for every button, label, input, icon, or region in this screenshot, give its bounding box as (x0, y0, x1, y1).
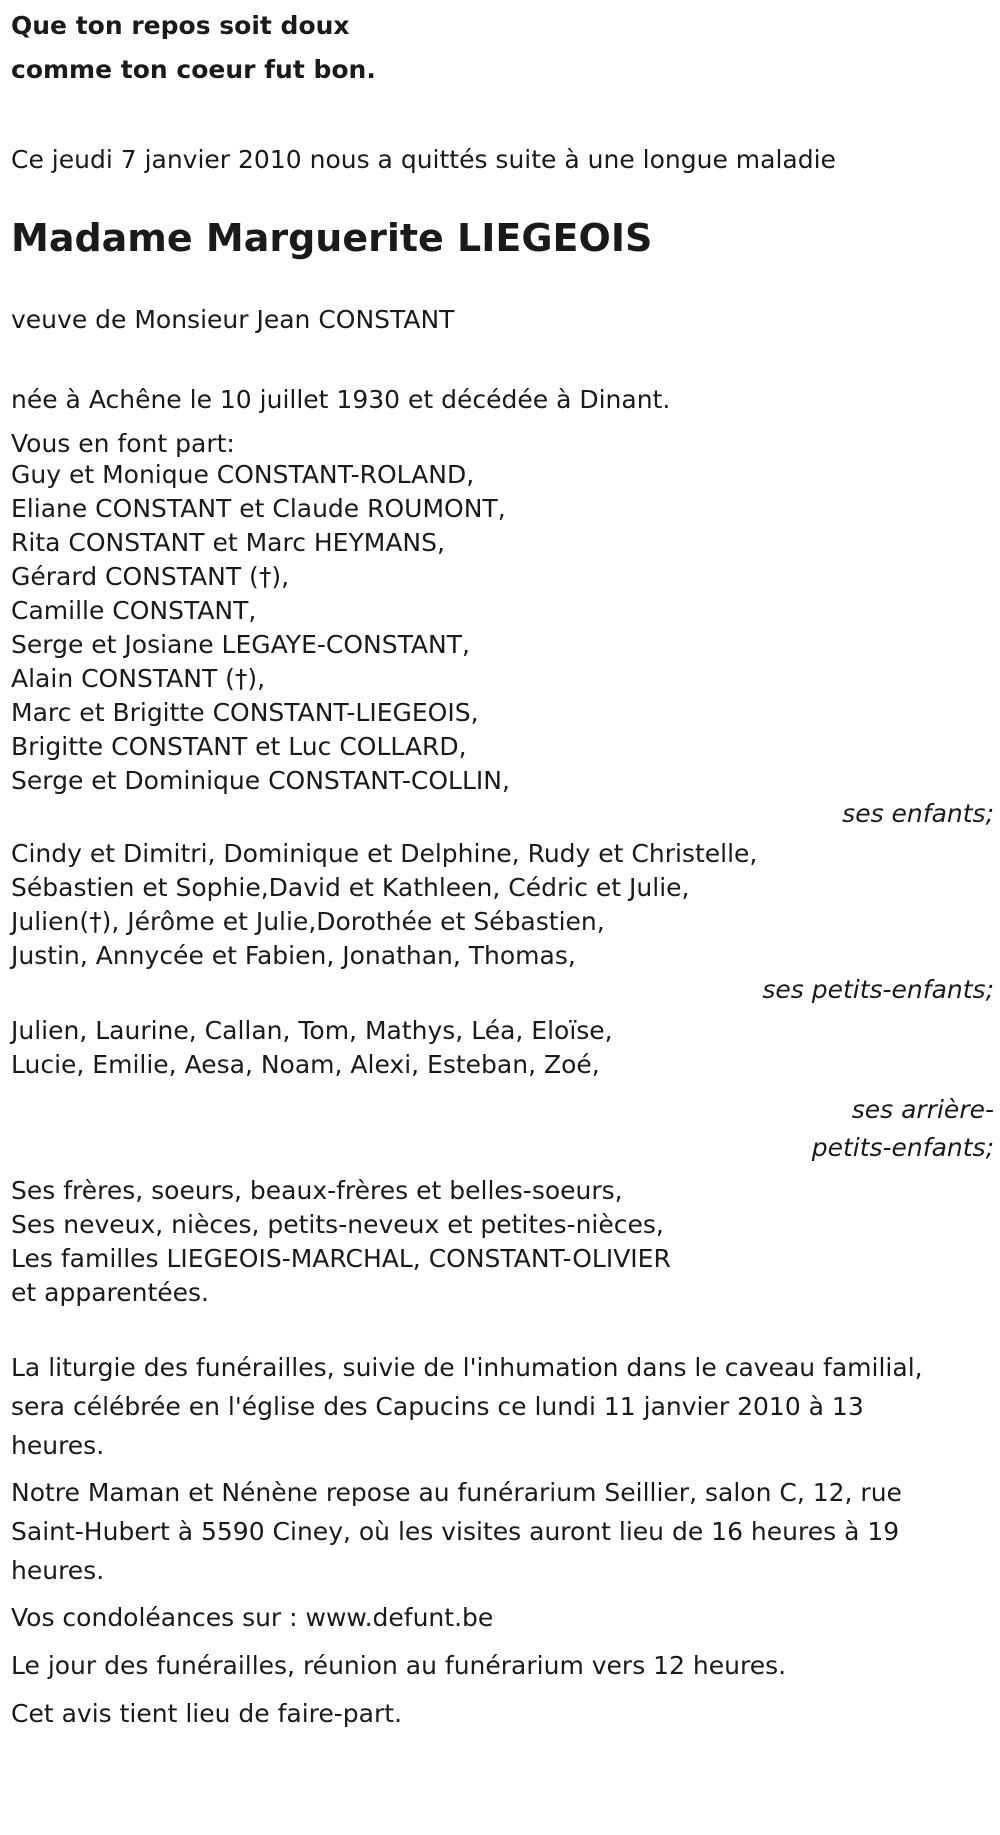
intro-text: Ce jeudi 7 janvier 2010 nous a quittés suite à une longue maladie (11, 145, 836, 174)
announce-label: Vous en font part: (11, 429, 235, 458)
notice-text: Cet avis tient lieu de faire-part. (11, 1699, 403, 1728)
list-item: Guy et Monique CONSTANT-ROLAND, (11, 460, 475, 489)
list-item: Camille CONSTANT, (11, 596, 257, 625)
paragraph-line: sera célébrée en l'église des Capucins ce lundi 11 janvier 2010 à 13 (11, 1392, 864, 1421)
list-item: Serge et Josiane LEGAYE-CONSTANT, (11, 630, 470, 659)
role-great-grandchildren: ses arrière-petits-enfants; (811, 1095, 994, 1162)
paragraph-line: La liturgie des funérailles, suivie de l'inhumation dans le caveau familial, (11, 1353, 923, 1382)
epigraph-line: comme ton coeur fut bon. (11, 55, 376, 84)
list-item: Cindy et Dimitri, Dominique et Delphine, Rudy et Christelle, (11, 839, 758, 868)
rest-details (11, 1473, 994, 1590)
list-item: Gérard CONSTANT (†), (11, 562, 290, 591)
extended-family (11, 1174, 994, 1310)
list-item: Eliane CONSTANT et Claude ROUMONT, (11, 494, 506, 523)
paragraph-line: Notre Maman et Nénène repose au funérarium Seillier, salon C, 12, rue (11, 1478, 902, 1507)
list-item: Lucie, Emilie, Aesa, Noam, Alexi, Esteban, Zoé, (11, 1050, 600, 1079)
list-item: Serge et Dominique CONSTANT-COLLIN, (11, 766, 510, 795)
list-item: Julien, Laurine, Callan, Tom, Mathys, Léa, Eloïse, (11, 1016, 613, 1045)
paragraph-line: heures. (11, 1556, 105, 1585)
condolences-text: Vos condoléances sur : www.defunt.be (11, 1603, 494, 1632)
list-item: Ses frères, soeurs, beaux-frères et belles-soeurs, (11, 1176, 623, 1205)
list-item: et apparentées. (11, 1278, 209, 1307)
epigraph-line: Que ton repos soit doux (11, 11, 350, 40)
obituary-notice (11, 0, 994, 1734)
paragraph-line: heures. (11, 1431, 105, 1460)
role-children: ses enfants; (842, 799, 994, 828)
epigraph (11, 1, 994, 95)
list-item: Marc et Brigitte CONSTANT-LIEGEOIS, (11, 698, 479, 727)
funeral-details (11, 1348, 994, 1465)
list-item: Ses neveux, nièces, petits-neveux et petites-nièces, (11, 1210, 664, 1239)
paragraph-line: Saint-Hubert à 5590 Ciney, où les visites auront lieu de 16 heures à 19 (11, 1517, 900, 1546)
list-item: Sébastien et Sophie,David et Kathleen, Cédric et Julie, (11, 873, 690, 902)
children-list (11, 458, 994, 798)
grandchildren-list (11, 837, 994, 973)
list-item: Les familles LIEGEOIS-MARCHAL, CONSTANT-OLIVIER (11, 1244, 671, 1273)
list-item: Justin, Annycée et Fabien, Jonathan, Thomas, (11, 941, 576, 970)
widow-of: veuve de Monsieur Jean CONSTANT (11, 305, 455, 334)
meeting-text: Le jour des funérailles, réunion au funérarium vers 12 heures. (11, 1651, 787, 1680)
role-grandchildren: ses petits-enfants; (762, 975, 994, 1004)
list-item: Julien(†), Jérôme et Julie,Dorothée et Sébastien, (11, 907, 605, 936)
great-grandchildren-list (11, 1014, 994, 1082)
deceased-name: Madame Marguerite LIEGEOIS (11, 216, 653, 260)
list-item: Alain CONSTANT (†), (11, 664, 266, 693)
list-item: Brigitte CONSTANT et Luc COLLARD, (11, 732, 467, 761)
birth-death: née à Achêne le 10 juillet 1930 et décédée à Dinant. (11, 385, 671, 414)
list-item: Rita CONSTANT et Marc HEYMANS, (11, 528, 445, 557)
